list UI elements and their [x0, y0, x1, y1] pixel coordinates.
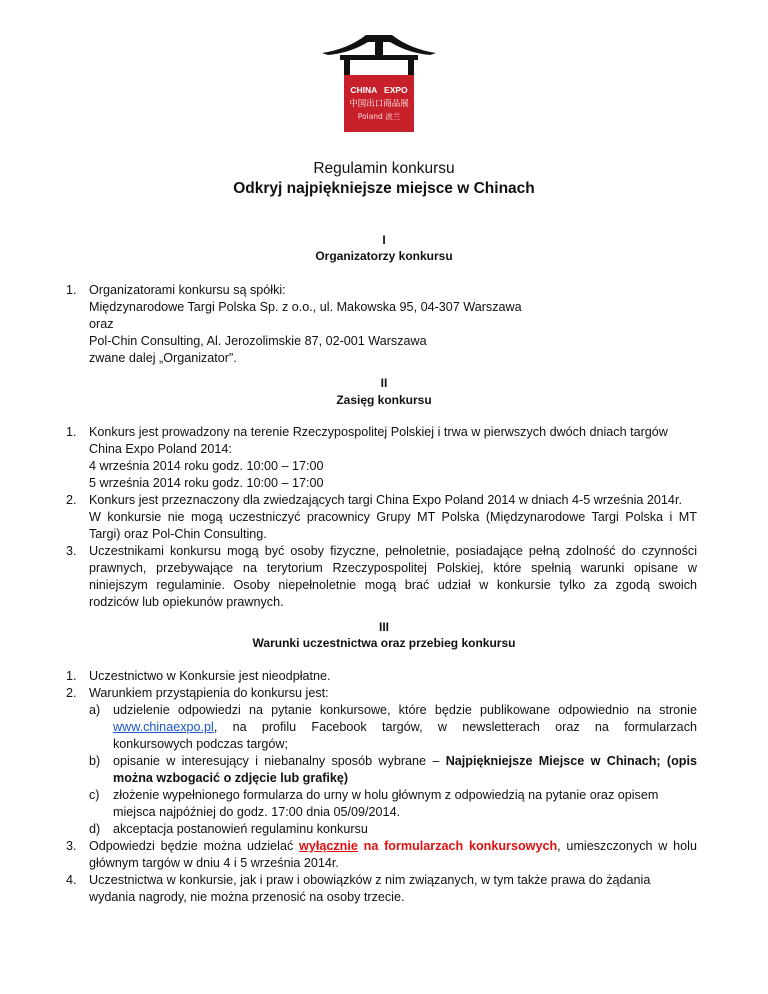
s3-sub-c-label: c): [89, 788, 100, 802]
s2-item-2-line: W konkursie nie mogą uczestniczyć pracownicy Grupy MT Polska (Międzynarodowe Targi Polska i MT: [89, 510, 697, 524]
s3-item-3-emph-2: na formularzach konkursowych: [363, 839, 558, 853]
s1-item-1-line: Międzynarodowe Targi Polska Sp. z o.o., ul. Makowska 95, 04-307 Warszawa: [89, 300, 522, 314]
s2-item-3-number: 3.: [66, 544, 77, 558]
s3-item-4-line: wydania nagrody, nie można przenosić na osoby trzecie.: [89, 890, 405, 904]
s1-item-1-line: zwane dalej „Organizator”.: [89, 351, 237, 365]
s2-item-1-line: 4 września 2014 roku godz. 10:00 – 17:00: [89, 459, 324, 473]
s3-sub-a-line-2-rest: , na profilu Facebook targów, w newsletterach oraz na formularzach: [213, 720, 697, 734]
doc-subtitle: Odkryj najpiękniejsze miejsce w Chinach: [233, 180, 535, 197]
s1-item-1-line: oraz: [89, 317, 114, 331]
s3-item-3-line-1: [89, 838, 697, 855]
s2-item-2-line: Targi) oraz Pol-Chin Consulting.: [89, 527, 267, 541]
s3-sub-c-line: złożenie wypełnionego formularza do urny w holu głównym z odpowiedzią na pytanie oraz opisem: [113, 788, 659, 802]
s3-sub-b-label: b): [89, 754, 101, 768]
s3-item-3-line-2: głównym targów w dniu 4 i 5 września 2014r.: [89, 856, 339, 870]
s2-item-2-number: 2.: [66, 493, 77, 507]
section-2-number: II: [380, 376, 388, 390]
s3-sub-a-line-2: [113, 719, 697, 736]
s3-item-4-line: Uczestnictwa w konkursie, jak i praw i obowiązków z nim związanych, w tym także prawa do żądania: [89, 873, 651, 887]
s2-item-2-line: Konkurs jest przeznaczony dla zwiedzających targi China Expo Poland 2014 w dniach 4-5 września 2014r.: [89, 493, 682, 507]
s3-item-2-number: 2.: [66, 686, 77, 700]
s3-item-4-number: 4.: [66, 873, 77, 887]
s3-item-3-pre: Odpowiedzi będzie można udzielać: [89, 839, 294, 853]
doc-title: Regulamin konkursu: [313, 160, 455, 177]
s2-item-3-line: prawnych, przebywające na terytorium Rzeczypospolitej Polskiej, które spełnią warunki opisane w: [89, 561, 697, 575]
chinaexpo-link[interactable]: www.chinaexpo.pl: [113, 720, 214, 734]
s2-item-1-line: Konkurs jest prowadzony na terenie Rzeczypospolitej Polskiej i trwa w pierwszych dwóch dniach targów: [89, 425, 668, 439]
china-expo-logo: [318, 33, 440, 133]
s3-item-3-post: , umieszczonych w holu: [557, 839, 697, 853]
s1-item-1-number: 1.: [66, 283, 77, 297]
s1-item-1-line: Pol-Chin Consulting, Al. Jerozolimskie 87, 02-001 Warszawa: [89, 334, 427, 348]
s3-sub-d-label: d): [89, 822, 101, 836]
s2-item-3-line: Uczestnikami konkursu mogą być osoby fizyczne, pełnoletnie, posiadające pełną zdolność do czynności: [89, 544, 697, 558]
s3-sub-b-bold-2: można wzbogacić o zdjęcie lub grafikę): [113, 771, 349, 785]
section-2-title: Zasięg konkursu: [336, 393, 432, 407]
s3-item-1-text: Uczestnictwo w Konkursie jest nieodpłatne.: [89, 669, 331, 683]
s3-item-3-emph-1: wyłącznie: [299, 839, 358, 853]
s2-item-3-line: rodziców lub opiekunów prawnych.: [89, 595, 284, 609]
s3-sub-b-plain: opisanie w interesujący i niebanalny sposób wybrane –: [113, 754, 440, 768]
s2-item-3-line: niniejszym regulaminie. Osoby niepełnoletnie mogą brać udział w konkursie tylko za zgodą swoich: [89, 578, 697, 592]
pagoda-roof-icon: [322, 35, 436, 78]
logo-line-3: Poland 波兰: [357, 112, 401, 121]
s3-sub-a-label: a): [89, 703, 101, 717]
logo-line-1: CHINA EXPO: [350, 85, 408, 95]
section-3-number: III: [378, 620, 389, 634]
s3-sub-a-line: konkursowych podczas targów;: [113, 737, 288, 751]
s2-item-1-line: 5 września 2014 roku godz. 10:00 – 17:00: [89, 476, 324, 490]
s3-sub-c-line: miejsca najpóźniej do godz. 17:00 dnia 05/09/2014.: [113, 805, 401, 819]
section-3-title: Warunki uczestnictwa oraz przebieg konkursu: [252, 636, 516, 650]
logo-line-2: 中国出口商品展: [349, 99, 409, 109]
s3-sub-b-bold: Najpiękniejsze Miejsce w Chinach; (opis: [445, 754, 698, 768]
s3-item-3-number: 3.: [66, 839, 77, 853]
s3-sub-b-line-1: [113, 753, 697, 770]
s3-sub-a-line: udzielenie odpowiedzi na pytanie konkursowe, które będzie publikowane odpowiednio na stronie: [113, 703, 697, 717]
s1-item-1-lead: Organizatorami konkursu są spółki:: [89, 283, 286, 297]
section-1-title: Organizatorzy konkursu: [315, 249, 453, 263]
s2-item-1-line: China Expo Poland 2014:: [89, 442, 232, 456]
section-1-number: I: [382, 233, 386, 247]
s3-item-1-number: 1.: [66, 669, 77, 683]
s2-item-1-number: 1.: [66, 425, 77, 439]
s3-item-2-text: Warunkiem przystąpienia do konkursu jest:: [89, 686, 329, 700]
s3-sub-d-line: akceptacja postanowień regulaminu konkursu: [113, 822, 368, 836]
